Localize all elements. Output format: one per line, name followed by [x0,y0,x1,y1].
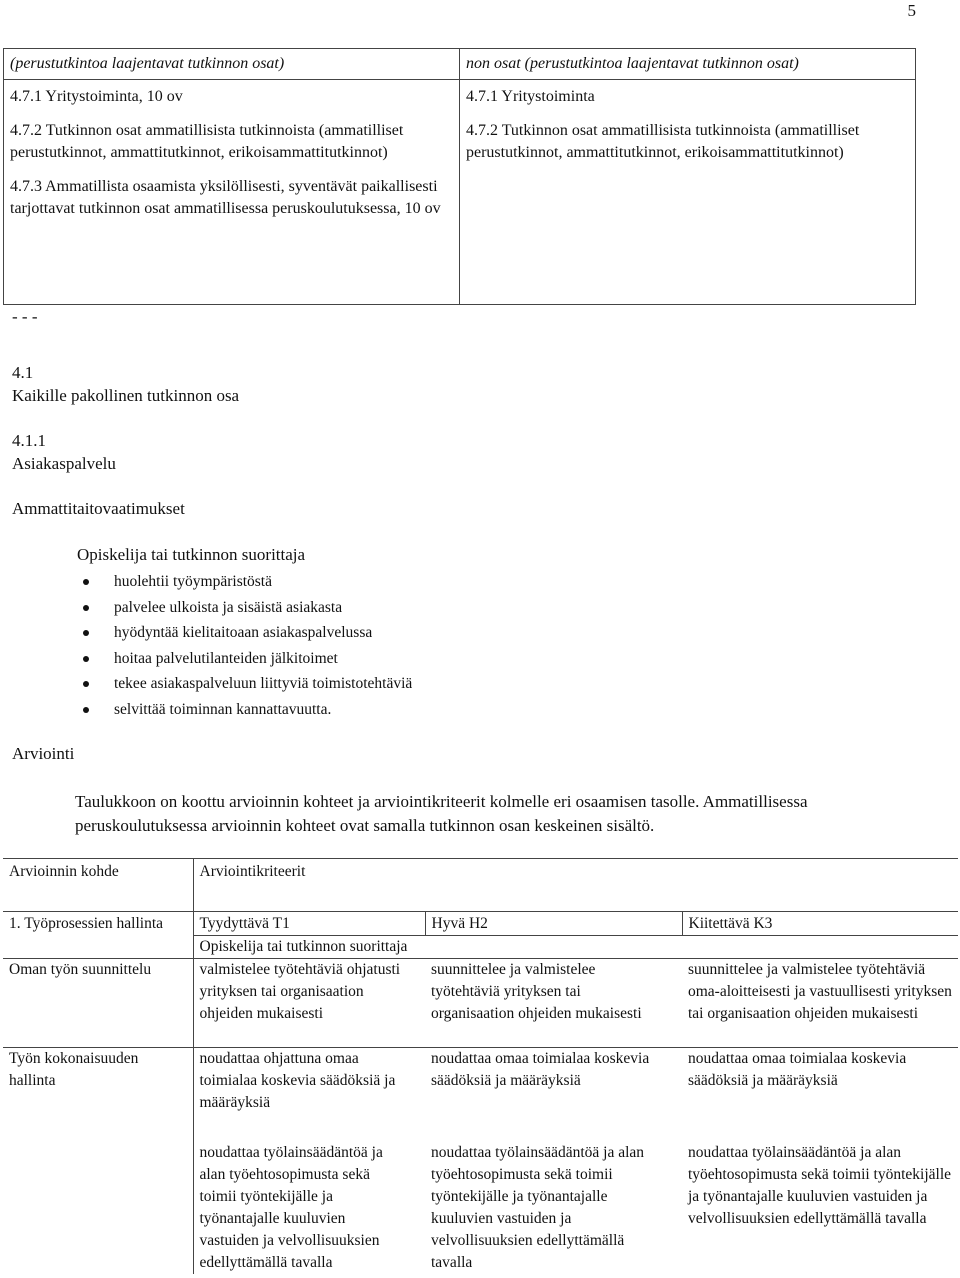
left-column-header [4,49,460,80]
left-item: 4.7.1 Yritystoiminta, 10 ov [10,88,183,105]
row-target: Oman työn suunnittelu [3,959,193,1048]
list-item: hoitaa palvelutilanteiden jälkitoimet [78,648,412,674]
left-item: 4.7.2 Tutkinnon osat ammatillisista tutkinnoista (ammatilliset perustutkinnot, ammattitutkinnot, erikoisammattitutkinnot) [10,122,404,161]
target-group [3,912,193,959]
row-h2: suunnittelee ja valmistelee työtehtäviä yrityksen tai organisaation ohjeiden mukaisesti [425,959,682,1048]
row-k3: noudattaa työlainsäädäntöä ja alan työehtosopimusta sekä toimii työntekijälle ja työnantajalle kuuluvien vastuiden ja velvollisuuksien edellyttämällä tavalla [688,1144,952,1227]
evaluation-paragraph: Taulukkoon on koottu arvioinnin kohteet ja arviointikriteerit kolmelle eri osaamisen tasolle. Ammatillisessa peruskoulutuksessa arvioinnin kohteet ovat samalla tutkinnon osan keskeinen sisältö. [75,792,808,835]
row-k3: noudattaa omaa toimialaa koskevia säädöksiä ja määräyksiä [682,1048,958,1137]
subsection-title: Asiakaspalvelu [12,454,116,473]
header-criteria [193,859,958,912]
header-target-text: Arvioinnin kohde [9,863,119,880]
comparison-table [3,48,916,305]
list-item: huolehtii työympäristöstä [78,571,412,597]
row-h2: noudattaa omaa toimialaa koskevia säädöksiä ja määräyksiä [425,1048,682,1137]
row-t1: valmistelee työtehtäviä ohjatusti yrityksen tai organisaation ohjeiden mukaisesti [193,959,425,1048]
list-item: hyödyntää kielitaitoaan asiakaspalvelussa [78,622,412,648]
row-target [3,1136,193,1274]
left-column-body [4,80,460,305]
page-number: 5 [907,1,916,20]
list-item: tekee asiakaspalveluun liittyviä toimistotehtäviä [78,673,412,699]
header-criteria-text: Arviointikriteerit [199,863,306,880]
right-column-header [460,49,916,80]
section-number: 4.1 [12,363,34,382]
row-t1: noudattaa ohjattuna omaa toimialaa koskevia säädöksiä ja määräyksiä [193,1048,425,1137]
left-header-text: (perustutkintoa laajentavat tutkinnon osat) [10,55,285,72]
requirements-list [78,571,412,724]
separator: - - - [12,307,38,326]
target-group-text: 1. Työprosessien hallinta [9,915,164,932]
row-target: Työn kokonaisuuden hallinta [3,1048,193,1137]
evaluation-table [3,858,958,1274]
list-item: selvittää toiminnan kannattavuutta. [78,699,412,725]
left-item: 4.7.3 Ammatillista osaamista yksilöllisesti, syventävät paikallisesti tarjottavat tutkinnon osat ammatillisessa peruskoulutuksessa, 10 ov [10,178,441,217]
row-k3: suunnittelee ja valmistelee työtehtäviä oma-aloitteisesti ja vastuullisesti yrityksen tai organisaation ohjeiden mukaisesti [682,959,958,1048]
requirements-intro: Opiskelija tai tutkinnon suorittaja [77,545,306,564]
evaluation-heading: Arviointi [12,744,75,763]
right-column-body [460,80,916,305]
row-t1: noudattaa työlainsäädäntöä ja alan työehtosopimusta sekä toimii työntekijälle ja työnantajalle kuuluvien vastuiden ja velvollisuuksien edellyttämällä tavalla [199,1144,383,1271]
level-k3: Kiitettävä K3 [682,912,958,936]
section-title: Kaikille pakollinen tutkinnon osa [12,386,240,405]
subsection-number: 4.1.1 [12,431,46,450]
row-h2: noudattaa työlainsäädäntöä ja alan työehtosopimusta sekä toimii työntekijälle ja työnantajalle kuuluvien vastuiden ja velvollisuuksien edellyttämällä tavalla [431,1144,645,1271]
level-h2: Hyvä H2 [425,912,682,936]
right-item: 4.7.1 Yritystoiminta [466,88,595,105]
header-target [3,859,193,912]
level-t1: Tyydyttävä T1 [193,912,425,936]
list-item: palvelee ulkoista ja sisäistä asiakasta [78,597,412,623]
requirements-heading: Ammattitaitovaatimukset [12,499,185,518]
right-header-text: non osat (perustutkintoa laajentavat tutkinnon osat) [466,55,799,72]
right-item: 4.7.2 Tutkinnon osat ammatillisista tutkinnoista (ammatilliset perustutkinnot, ammattitutkinnot, erikoisammattitutkinnot) [466,122,860,161]
student-line: Opiskelija tai tutkinnon suorittaja [193,936,958,959]
